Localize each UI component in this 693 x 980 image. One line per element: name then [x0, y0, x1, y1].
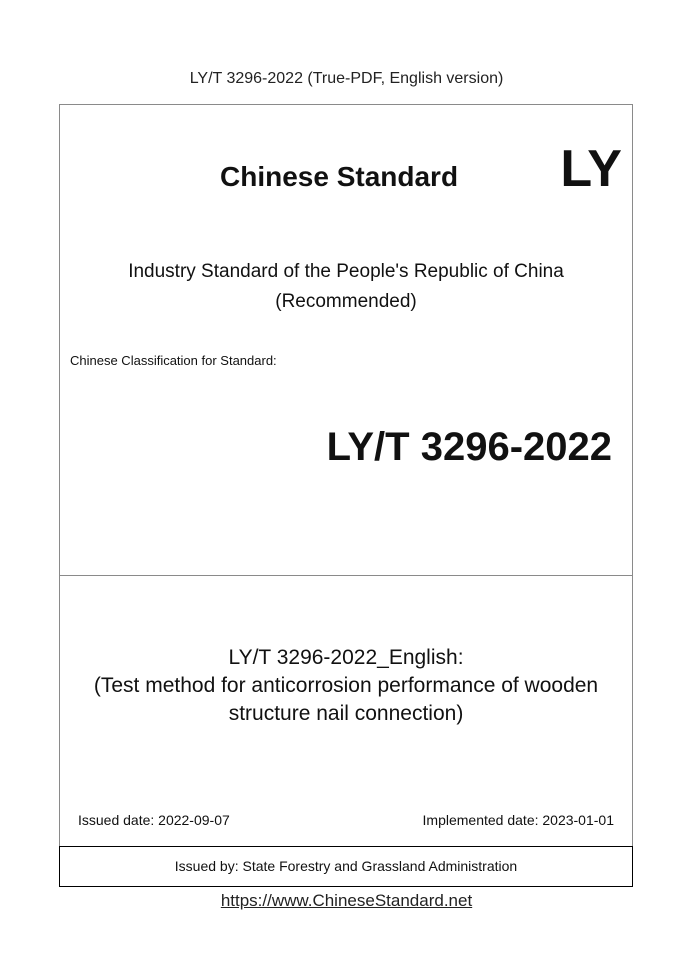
industry-line-2: (Recommended)	[275, 291, 417, 312]
website-link[interactable]: https://www.ChineseStandard.net	[220, 891, 473, 910]
issued-date: Issued date: 2022-09-07	[78, 812, 230, 828]
classification-label: Chinese Classification for Standard:	[70, 353, 277, 368]
brand-title: Chinese Standard	[220, 161, 459, 192]
english-title-line-2: (Test method for anticorrosion performance of wooden	[93, 674, 599, 697]
issuer-box: Issued by: State Forestry and Grassland Administration	[59, 846, 633, 887]
implemented-date: Implemented date: 2023-01-01	[422, 812, 614, 828]
cover-title-section	[60, 576, 632, 846]
industry-statement	[60, 257, 632, 317]
standard-number: LY/T 3296-2022	[326, 425, 612, 469]
brand-code: LY	[560, 140, 622, 198]
cover-top-section	[60, 105, 632, 576]
cover-frame	[59, 104, 633, 887]
english-title	[60, 644, 632, 728]
english-title-line-1: LY/T 3296-2022_English:	[228, 646, 464, 669]
english-title-line-3: structure nail connection)	[228, 702, 464, 725]
document-header: LY/T 3296-2022 (True-PDF, English version)	[189, 70, 504, 87]
industry-line-1: Industry Standard of the People's Republic of China	[128, 261, 564, 282]
